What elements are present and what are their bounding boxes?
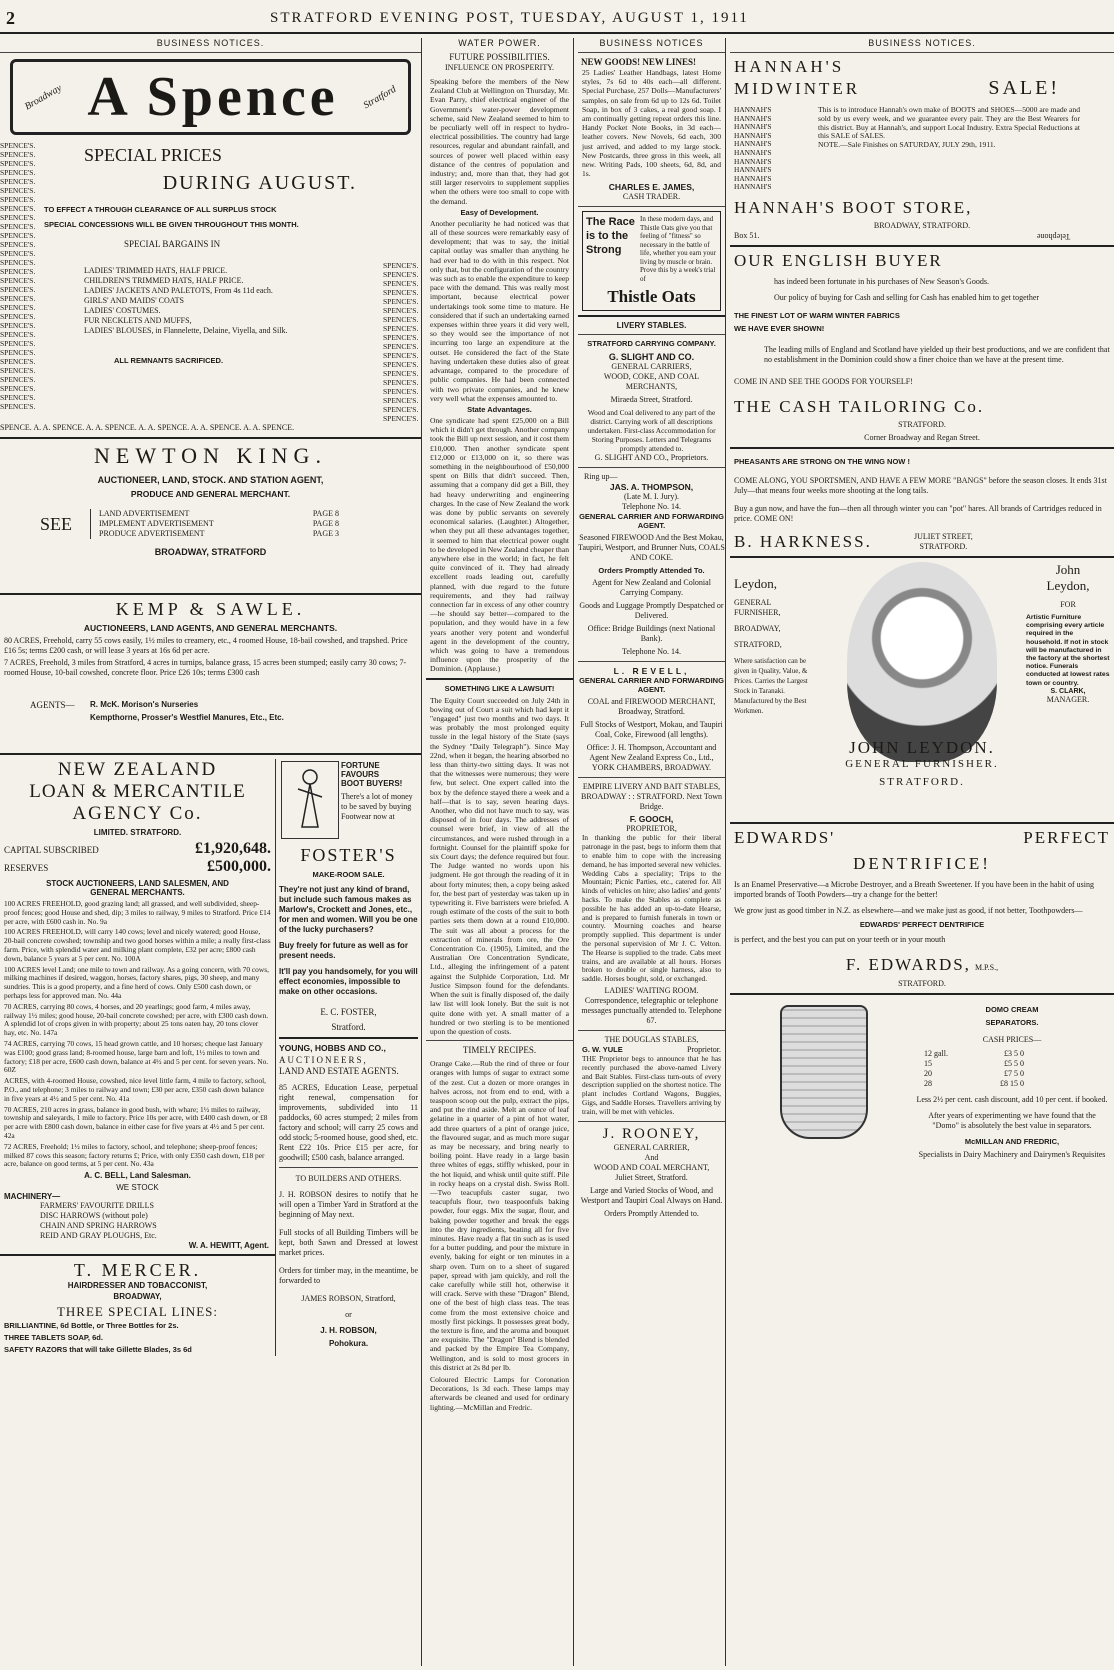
kemp-name: KEMP & SAWLE. <box>115 599 306 619</box>
domo-advert: DOMO CREAM SEPARATORS. CASH PRICES— 12 gall. £3 5 0 15 £5 5 0 20 £7 5 0 28 £8 15 0 Less 2½ per cent. cash discount, add 10 per cent. if booked. After years of experimenting we have found that the "Domo" is absolutely the best value in separators. McMILLAN AND FREDRIC, Specialists in Dairy Machinery and Dairymen's Requisites <box>730 999 1114 1160</box>
kemp-sub: AUCTIONEERS, LAND AGENTS, AND GENERAL MERCHANTS. <box>83 623 338 633</box>
leydon-portrait-icon <box>847 562 997 762</box>
newton-line-2: PRODUCE AND GENERAL MERCHANT. <box>130 489 291 499</box>
leydon-advert: Leydon, GENERAL FURNISHER, BROADWAY, STRATFORD, Where satisfaction can be given in Quality, Value, & Prices. Carries the Largest Stock in Taranaki. Manufactured by the Best Workmen. John Leydon, FOR Artistic Furniture comprising every article required in the household. If not in stock will be manufactured in the factory at the shortest notice. Funerals conducted at lowest rates town or country. S. CLARK, MANAGER. JOHN LEYDON. GENERAL FURNISHER. STRATFORD. <box>734 561 1110 788</box>
nz-ad: 100 ACRES FREEHOLD, good grazing land; all grassed, and well subdivided, sheep-proof fences; good House and shed, dip; 3 miles to railway, 9 miles to Stratford. Price £14 per acre, with £600 cash in. No. 9a <box>4 899 271 926</box>
cream-separator-icon <box>780 1005 868 1139</box>
spence-remnants: ALL REMNANTS SACRIFICED. <box>114 356 224 365</box>
page-number: 2 <box>6 8 15 28</box>
nz-ad: 74 ACRES, carrying 70 cows, 15 head grown cattle, and 10 horses; cheque last January was £100; good grass land; 8-roomed house, large barn and loft, 1½ miles to town and factory; £18 per acre, £600 cash down, balance at 4½ and 5 per cent. for seven years. No. 60Z <box>4 1038 269 1075</box>
thistle-oats-advert: The Race is to the Strong In these modern days, and Thistle Oats give you that feeling of "fitness" so necessary in the battle of life, whether you earn your living by muscle or brain. Prove this by a week's trial of Thistle Oats <box>582 211 721 311</box>
spence-headline-2: DURING AUGUST. <box>162 172 357 194</box>
mercer-advert: T. MERCER. HAIRDRESSER AND TOBACCONIST, BROADWAY, THREE SPECIAL LINES: BRILLIANTINE, 6d Bottle, or Three Bottles for 2s. THREE TABLETS SOAP, 6d. SAFETY RAZORS that will take Gillette Blades, 3s 6d <box>4 1260 219 1355</box>
newton-king-advert: NEWTON KING. AUCTIONEER, LAND, STOCK. AND STATION AGENT, PRODUCE AND GENERAL MERCHANT. SEE LAND ADVERTISEMENT PAGE 8 IMPLEMENT ADVERTISEMENT PAGE 8 PRODUCE ADVERTISEMENT PAGE 3 BROADWAY, STRATFORD <box>0 443 421 589</box>
column-1 <box>0 38 422 1666</box>
column-4: BUSINESS NOTICES. HANNAH'S MIDWINTER SALE! HANNAH'S HANNAH'S HANNAH'S HANNAH'S HANNAH'S HANNAH'S HANNAH'S HANNAH'S HANNAH'S HANNAH'S This is to introduce Hannah's own make of BOOTS and SHOES—5000 are made and sold by us every week, and we guarantee every pair. They are the Best Wearers for this district. Buy at Hannah's, and support Local Industry. Extra Special Reductions at this SALE of SALES. NOTE.—Sale Finishes on SATURDAY, JULY 29th, 1911. HANNAH'S BOOT STORE, BROADWAY, STRATFORD. Box 51. Telephone OUR ENGLISH BUYER has indeed been fortunate in his purchases of New Season's Goods. Our policy of buying for Cash and selling for Cash has enabled him to get together THE FINEST LOT OF WARM WINTER FABRICS WE HAVE EVER SHOWN! The leading mills of England and Scotland have yielded up their best productions, and we are confident that no establishment in the Dominion could show a finer choice than we have at the present time. COME IN AND SEE THE GOODS FOR YOURSELF! THE CASH TAILORING Co. STRATFORD. Corner Broadway and Regan Street. PHEASANTS ARE STRONG ON THE WING NOW ! COME ALONG, YOU SPORTSMEN, AND HAVE A FEW MORE "BANGS" before the season closes. It ends 31st July—that means four weeks more shooting at the long tails. Buy a gun now, and have the fun—then all through winter you can "pot" hares. All brands of Cartridges reduced in price. COME ON! B. HARKNESS. JULIET STREET, STRATFORD. Leydon, GENERAL FURNISHER, BROADWAY, STRATFORD, Where satisfaction can be given in Quality, Value, & Prices. Carries the Largest Stock in Taranaki. Manufactured by the Best Workmen. John Leydon, FOR Artistic Furniture comprising every article required in the household. If not in stock will be manufactured in the factory at the shortest notice. Funerals conducted at lowest rates town or country. S. CLARK, MANAGER. JOHN LEYDON. GENERAL FURNISHER. STRATFORD. EDWARDS' PERFECT DENTRIFICE! Is an Enamel Preservative—a Microbe Destroyer, and a Breath Sweetener. If you have been in the habit of using imported brands of Tooth Powders—try a change for the better! We grow just as good timber in N.Z. as elsewhere—and we make just as good, if not better, Toothpowders— EDWARDS' PERFECT DENTRIFICE is perfect, and the best you can put on your teeth or in your mouth F. EDWARDS, M.P.S., STRATFORD. DOMO CREAM SEPARATORS. CASH PRICES— 12 gall. £3 5 0 15 £5 5 0 20 £7 5 0 28 £8 15 0 Less 2½ per cent. cash discount, add 10 per cent. if booked. After years of experimenting we have found that the "Domo" is absolutely the best value in separators. McMILLAN AND FREDRIC, Specialists in Dairy Machinery and Dairymen's Requisites <box>730 38 1114 1666</box>
newton-address: BROADWAY, STRATFORD <box>154 547 267 557</box>
kemp-ad-2: 7 ACRES, Freehold, 3 miles from Stratford, 4 acres in turnips, balance grass, 15 acres been stumped; easily carry 30 cows; 7-roomed House, 10-bail cowshed, concrete floor. Price £26 10s; terms £300 cash <box>4 658 407 677</box>
nz-ad: ACRES, with 4-roomed House, cowshed, nice level little farm, 4 mile to factory, school, P.O., and telephone; 3 miles to railway and town; £30 per acre, £350 cash down balance in five years at 4½ and 5 per cent. No. 41a <box>4 1076 267 1103</box>
spence-footer: SPENCE. A. A. SPENCE. A. A. SPENCE. A. A. SPENCE. A. A. SPENCE. A. A. SPENCE. <box>0 423 295 432</box>
spence-line-1: TO EFFECT A THROUGH CLEARANCE OF ALL SURPLUS STOCK <box>44 205 277 214</box>
kemp-sawle-advert: KEMP & SAWLE. AUCTIONEERS, LAND AGENTS, AND GENERAL MERCHANTS. 80 ACRES, Freehold, carry 55 cows easily, 1½ miles to creamery, etc., 4 roomed House, 18-bail cowshed, and trapshed. Price £16 5s; terms £200 cash, or will lease 3 years at 16s 6d per acre. 7 ACRES, Freehold, 3 miles from Stratford, 4 acres in turnips, balance grass, 15 acres been stumped; easily carry 30 cows; 7-roomed House, 10-bail cowshed, concrete floor. Price £26 10s; terms £300 cash AGENTS— R. McK. Morison's Nurseries Kempthorne, Prosser's Westfiel Manures, Etc., Etc. <box>0 599 421 749</box>
spence-side-right: SPENCE'S. SPENCE'S. SPENCE'S. SPENCE'S. SPENCE'S. SPENCE'S. SPENCE'S. SPENCE'S. SPENCE'S. SPENCE'S. SPENCE'S. SPENCE'S. SPENCE'S. SPENCE'S. SPENCE'S. SPENCE'S. SPENCE'S. SPENCE'S. <box>383 261 419 423</box>
nz-ad: 100 ACRES level Land; one mile to town and railway. As a going concern, with 70 cows, milking machines if desired, waggon, horses, factory shares, pigs, 30 sheep, and many sundries. This is a good property, and a fine herd of cows. Only £500 cash down, or perhaps less for approved man. No. 44a <box>4 964 269 1000</box>
logo-right-label: Stratford <box>361 83 399 111</box>
edwards-advert: EDWARDS' PERFECT DENTRIFICE! Is an Enamel Preservative—a Microbe Destroyer, and a Breath Sweetener. If you have been in the habit of using imported brands of Tooth Powders—try a change for the better! We grow just as good timber in N.Z. as elsewhere—and we make just as good, if not better, Toothpowders— EDWARDS' PERFECT DENTRIFICE is perfect, and the best you can put on your teeth or in your mouth F. EDWARDS, M.P.S., STRATFORD. <box>734 827 1110 988</box>
nz-ad: 100 ACRES FREEHOLD, will carry 140 cows; level and nicely watered; good House, 20-bail concrete cowshed; township and two good horses within a mile; a really first-class farm. Price, with splendid water and milking plant complete, £32 per acre; £800 cash down, balance 5 years at 5 per cent. No. 100A <box>4 927 271 963</box>
newton-name: NEWTON KING. <box>94 443 327 468</box>
section-header: BUSINESS NOTICES. <box>156 38 265 48</box>
newton-see: SEE <box>40 513 73 534</box>
spence-bargains: SPECIAL BARGAINS IN <box>124 239 221 249</box>
kemp-ad-1: 80 ACRES, Freehold, carry 55 cows easily, 1½ miles to creamery, etc., 4 roomed House, 18-bail cowshed, and trapshed. Price £16 5s; terms £200 cash, or will lease 3 years at 16s 6d per acre. <box>4 636 408 655</box>
spence-logo <box>10 59 411 135</box>
harkness-advert: PHEASANTS ARE STRONG ON THE WING NOW ! COME ALONG, YOU SPORTSMEN, AND HAVE A FEW MORE "BANGS" before the season closes. It ends 31st July—that means four weeks more shooting at the long tails. Buy a gun now, and have the fun—then all through winter you can "pot" hares. All brands of Cartridges reduced in price. COME ON! B. HARKNESS. JULIET STREET, STRATFORD. <box>734 456 1107 551</box>
spence-items: LADIES' TRIMMED HATS, HALF PRICE. CHILDREN'S TRIMMED HATS, HALF PRICE. LADIES' JACKETS AND PALETOTS, From 4s 11d each. GIRLS' AND MAIDS' COATS LADIES' COSTUMES. FUR NECKLETS AND MUFFS, LADIES' BLOUSES, in Flannelette, Delaine, Viyella, and Silk. <box>84 266 288 335</box>
hannah-advert: HANNAH'S MIDWINTER SALE! HANNAH'S HANNAH'S HANNAH'S HANNAH'S HANNAH'S HANNAH'S HANNAH'S HANNAH'S HANNAH'S HANNAH'S This is to introduce Hannah's own make of BOOTS and SHOES—5000 are made and sold by us every week, and we guarantee every pair. They are the Best Wearers for this district. Buy at Hannah's, and support Local Industry. Extra Special Reductions at this SALE of SALES. NOTE.—Sale Finishes on SATURDAY, JULY 29th, 1911. HANNAH'S BOOT STORE, BROADWAY, STRATFORD. Box 51. Telephone <box>734 57 1080 241</box>
nz-ad: 70 ACRES, carrying 80 cows, 4 horses, and 20 yearlings; good farm, 4 miles away, railway 1½ miles; good house, 20-bail concrete cowshed; per acre, with £300 cash down. A splendid lot of crops given in with property; about 25 tons oaten hay, 20 tons clover hay, etc. No. 147a <box>4 1001 269 1038</box>
masthead <box>0 0 1114 34</box>
foster-name: FOSTER'S <box>300 845 397 865</box>
newspaper-title: STRATFORD EVENING POST, TUESDAY, AUGUST 1, 1911 <box>270 10 749 26</box>
nz-loan-advert: NEW ZEALAND LOAN & MERCANTILE AGENCY Co. LIMITED. STRATFORD. CAPITAL SUBSCRIBED £1,920,648. RESERVES £500,000. STOCK AUCTIONEERS, LAND SALESMEN, AND GENERAL MERCHANTS. 100 ACRES FREEHOLD, good grazing land; all grassed, and well subdivided, sheep-proof fences; good House and shed, dip; 3 miles to railway, 9 miles to Stratford. Price £14 per acre, with £600 cash in. No. 9a 100 ACRES FREEHOLD, will carry 140 cows; level and nicely watered; good House, 20-bail concrete cowshed; township and two good horses within a mile; a really first-class farm. Price, with splendid water and milking plant complete, £32 per acre; £800 cash down, balance 5 years at 5 per cent. No. 100A 100 ACRES level Land; one mile to town and railway. As a going concern, with 70 cows, milking machines if desired, waggon, horses, factory shares, pigs, 30 sheep, and many sundries. This is a good property, and a fine herd of cows. Only £500 cash down, or perhaps less for approved man. No. 44a 70 ACRES, carrying 80 cows, 4 horses, and 20 yearlings; good farm, 4 miles away, railway 1½ miles; good house, 20-bail concrete cowshed; per acre, with £300 cash down. A splendid lot of crops given in with property; about 25 tons oaten hay, 20 tons clover hay, etc. No. 147a 74 ACRES, carrying 70 cows, 15 head grown cattle, and 10 horses; cheque last January was £100; good grass land; 8-roomed house, large barn and loft, 1½ miles to town and factory; £18 per acre, £600 cash down, balance at 4½ and 5 per cent. for seven years. No. 60Z ACRES, with 4-roomed House, cowshed, nice level little farm, 4 mile to factory, school, P.O., and telephone; 3 miles to railway and town; £30 per acre, £350 cash down balance in five years at 4½ and 5 per cent. No. 41a 70 ACRES, 210 acres in grass, balance in good bush, with whare; 1½ miles to railway, township and saleyards, 1 mile to factory. Price 10s per acre, with £400 cash down, or £8 per acre with £800 cash down, balance in either case for five years at 4½ and 5 per cent. 42a 72 ACRES, Freehold; 1½ miles to factory, school, and telephone; sheep-proof fences; milked 87 cows this season; factory returns £; Price, with only £350 cash down, £18 per acre, balance on good terms, at 5 per cent. No. 43a A. C. BELL, Land Salesman. WE STOCK MACHINERY— FARMERS' FAVOURITE DRILLS DISC HARROWS (without pole) CHAIN AND SPRING HARROWS REID AND GRAY PLOUGHS, Etc. W. A. HEWITT, Agent. <box>4 759 271 1251</box>
newton-line-1: AUCTIONEER, LAND, STOCK. AND STATION AGENT, <box>97 475 324 485</box>
spence-advert <box>0 59 421 433</box>
nz-ad: 70 ACRES, 210 acres in grass, balance in good bush, with whare; 1½ miles to railway, township and saleyards, 1 mile to factory. Price 10s per acre, with £400 cash down, or £8 per acre with £800 cash down, balance in either case for five years at 4½ and 5 per cent. 42a <box>4 1104 268 1140</box>
column-3: BUSINESS NOTICES NEW GOODS! NEW LINES! 25 Ladies' Leather Handbags, latest Home styles, 7s 6d to 40s each—all different. Special Purchase, 257 Dolls—Manufacturers' samples, on sale from 6d up to 12s 6d. Toilet Soap, in box of 3 cakes, a real good soap. I am continually getting repeat orders this line. Handy Pocket Note Books, in 3d each—leather covers. New Novels, 6d each, 300 just arrived, and added to my large stock. New Postcards, three gross in this week, all new. Writing Pads, 100 sheets, 6d, 8d, and 1s. CHARLES E. JAMES, CASH TRADER. The Race is to the Strong In these modern days, and Thistle Oats give you that feeling of "fitness" so necessary in the battle of life, whether you earn your living by muscle or brain. Prove this by a week's trial of Thistle Oats LIVERY STABLES. STRATFORD CARRYING COMPANY. G. SLIGHT AND CO. GENERAL CARRIERS, WOOD, COKE, AND COAL MERCHANTS, Miraeda Street, Stratford. Wood and Coal delivered to any part of the district. Carrying work of all descriptions undertaken. First-class Accommodation for Storing Purposes. Letters and Telegrams promptly attended to. G. SLIGHT AND CO., Proprietors. Ring up— JAS. A. THOMPSON, (Late M. I. Jury). Telephone No. 14. GENERAL CARRIER AND FORWARDING AGENT. Seasoned FIREWOOD And the Best Mokau, Taupiri, Westport, and Brunner Nuts, COALS AND COKE. Orders Promptly Attended To. Agent for New Zealand and Colonial Carrying Company. Goods and Luggage Promptly Despatched or Delivered. Office: Bridge Buildings (next National Bank). Telephone No. 14. L. REVELL, GENERAL CARRIER AND FORWARDING AGENT. COAL and FIREWOOD MERCHANT, Broadway, Stratford. Full Stocks of Westport, Mokau, and Taupiri Coal, Coke, Firewood (all lengths). Office: J. H. Thompson, Accountant and Agent New Zealand Express Co., Ltd., YORK CHAMBERS, BROADWAY. EMPIRE LIVERY AND BAIT STABLES, BROADWAY : : STRATFORD. Next Town Bridge. F. GOOCH, PROPRIETOR, In thanking the public for their liberal patronage in the past, begs to inform them that to enable him to cope with the increasing demand, he has imported several new vehicles. Wedding Cabs a speciality; Trips to the Mountain; Picnic Parties, etc., catered for. All kinds of vehicles on hire; also ladies' and gents' hacks. To make the Stables as complete as possible he has added an up-to-date Hearse, and is prepared to furnish funerals in town or country. Mourning coaches and hearse promptly supplied. This department is under the personal supervision of Mr J. C. Velton. The Hearse is supplied to the trade. Cabs meet trains, and are available at all hours. Horses broken to double or single harness, also to saddle. Horses bought, sold, or exchanged. LADIES' WAITING ROOM. Correspondence, telegraphic or telephone messages punctually attended to. Telephone 67. THE DOUGLAS STABLES, G. W. YULE Proprietor. THE Proprietor begs to announce that he has recently purchased the above-named Livery and Bait Stables. First-class turn-outs of every description supplied on the shortest notice. The plant includes Cortland Wagons, Buggies, Gigs, and Saddle Horses. Travellers arriving by train, will be met with vehicles. J. ROONEY, GENERAL CARRIER, And WOOD AND COAL MERCHANT, Juliet Street, Stratford. Large and Varied Stocks of Wood, and Westport and Taupiri Coal Always on Hand. Orders Promptly Attended to. <box>578 38 726 1666</box>
logo-left-label: Broadway <box>22 82 64 112</box>
young-hobbs-advert: YOUNG, HOBBS AND CO., AUCTIONEERS, LAND AND ESTATE AGENTS. 85 ACRES, Education Lease, perpetual right renewal, compensation for improvements, subdivided into 11 paddocks, 60 acres stumped; 2 miles from factory and school; will carry 25 cows and odd stock; 5-roomed house, good shed, etc. Rent £22 10s. Price £15 per acre, for goodwill; £500 cash, balance arranged. TO BUILDERS AND OTHERS. J. H. ROBSON desires to notify that he will open a Timber Yard in Stratford at the beginning of May next. Full stocks of all Building Timbers will be kept, both Sawn and Dressed at lowest market prices. Orders for timber may, in the meantime, be forwarded to JAMES ROBSON, Stratford, or J. H. ROBSON, Pohokura. <box>279 1043 418 1348</box>
fortune-figure-icon <box>281 761 339 839</box>
spence-side-left: SPENCE'S. SPENCE'S. SPENCE'S. SPENCE'S. SPENCE'S. SPENCE'S. SPENCE'S. SPENCE'S. SPENCE'S. SPENCE'S. SPENCE'S. SPENCE'S. SPENCE'S. SPENCE'S. SPENCE'S. SPENCE'S. SPENCE'S. SPENCE'S. SPENCE'S. SPENCE'S. SPENCE'S. SPENCE'S. SPENCE'S. SPENCE'S. SPENCE'S. SPENCE'S. SPENCE'S. SPENCE'S. SPENCE'S. SPENCE'S. <box>0 141 36 411</box>
nz-ad: 72 ACRES, Freehold; 1½ miles to factory, school, and telephone; sheep-proof fences; milked 87 cows this season; factory returns £; Price, with only £350 cash down, £18 per acre, balance on good terms, at 5 per cent. No. 43a <box>4 1141 265 1169</box>
logo-wordmark: A Spence <box>87 66 339 128</box>
article-title: WATER POWER. <box>458 38 541 48</box>
spence-headline-1: SPECIAL PRICES <box>84 145 222 165</box>
english-buyer-advert: OUR ENGLISH BUYER has indeed been fortunate in his purchases of New Season's Goods. Our policy of buying for Cash and selling for Cash has enabled him to get together THE FINEST LOT OF WARM WINTER FABRICS WE HAVE EVER SHOWN! The leading mills of England and Scotland have yielded up their best productions, and we are confident that no establishment in the Dominion could show a finer choice than we have at the present time. COME IN AND SEE THE GOODS FOR YOURSELF! THE CASH TAILORING Co. STRATFORD. Corner Broadway and Regan Street. <box>734 250 1110 442</box>
foster-advert: FORTUNE FAVOURS BOOT BUYERS! There's a lot of money to be saved by buying Footwear now at FOSTER'S MAKE-ROOM SALE. They're not just any kind of brand, but include such famous makes as Marlow's, Crockett and Jones, etc., for men and women. Will you be one of the lucky purchasers? Buy freely for future as well as for present needs. It'll pay you handsomely, for you will effect economies, impossible to make on other occasions. E. C. FOSTER, Stratford. <box>279 761 418 1032</box>
spence-line-2: SPECIAL CONCESSIONS WILL BE GIVEN THROUGHOUT THIS MONTH. <box>44 220 299 229</box>
column-2: WATER POWER. FUTURE POSSIBILITIES. INFLUENCE ON PROSPERITY. Speaking before the members of the New Zealand Club at Wellington on Thursday, Mr. Evan Parry, chief electrical engineer of the Government's water-power development scheme, said New Zealand seemed to him to be peculiarly well off in respect to hydro-electrical possibilities. The country had large resources, regular and abundant rainfall, and sources of power well placed within easy distance of the centres of population and industry; and, more than that, they had got still larger reservoirs to supplement supplies when the others were too small to cope with the demand. Easy of Development. Another peculiarity he had noticed was that all of these sources were remarkably easy of development; that was to say, the initial capital outlay was smaller than anything he had ever had to do with in this respect. Not only that, but the configuration of the country was such as to enable the expenditure to keep pace with the demand. This was really most important, because electrical power undertakings took some time to mature. He considered that if such an undertaking earned expenses within three years it did very well, so they would see the importance of not incurring too large an expenditure at the outset. He considered the fact of the State having undertaken these duties also of great advantage, compared to the procedure of public companies. He had been connected with two private companies, and he knew very well what the expenses amounted to. State Advantages. One syndicate had spent £25,000 on a Bill which it didn't get through. Another company took the Bill up next session, and it cost them £10,000. Then another syndicate spent £12,000 or £13,000 on it, so there was something in the neighbourhood of £50,000 spent on Bills that didn't succeed. Then, assuming that a company did get a Bill, they had heavy underwriting and engineering charges. In the case of New Zealand the work was done by public servants on severely economical salaries. (Laughter.) Altogether, when they put all these advantages together, it seemed to him that electrical power ought to be developed in New Zealand cheaper than anywhere else in the world; in fact, he felt quite convinced of it. They had already excellent roads leading out, carefully planned, with due regard to the future requirements, and they had railway connection far in excess of any other country—he should say better—compared to the population, and they would have in a few years another very potent and wonderful agent in the development of the country, which was going to have a tremendous influence upon the prosperity of the Dominion. (Applause.) SOMETHING LIKE A LAWSUIT! The Equity Court succeeded on July 24th in bowing out of Court a suit which had kept it "engaged" just two months and two days. It was probably the most prolonged equity tussle in the legal history of the State (says the Sydney "Daily Telegraph"). Since May 22nd, when it began, the hearing absorbed no less than thirty-two sitting days. It was not that the witnesses were numerous; they were few, but select. One expert called into the box by the defence stayed there a week and a half—that is to say, seven hearing days. Another, who did not have much to say, was disposed of in four days. The addresses of counsel were brief, in view of all the circumstances, and were rushed through in a fortnight. Counsel for the plaintiff spoke for six Court days; the defence required but four. The Judge wanted no words upon his judgment. He got through the reading of it in about forty minutes; then, a copy being asked for, the best part of yesterday was taken up in typewriting it. Five barristers were briefed. A rough estimate of the costs of the suit to both parties sets them down at a round £10,000. The suit was all about a process for the extraction of minerals from ore, the Ore Concentration Co. (1905), Limited, and the Australian Ore Concentration Syndicate, Ltd., alleging the infringement of a patent against the Sulphide Corporation, Ltd. Mr Justice Simpson found for the defendants. When the suit is finally disposed of, the daily law list will look lonely. But the suit is not quite done with yet. A small matter of a hundred or two sterling is to be mentioned upon the question of costs. TIMELY RECIPES. Orange Cake.—Rub the rind of three or four oranges with lumps of sugar to extract some of the zest. Cut a dozen or more oranges in halves across, not from end to end, with a teaspoon scoop out the pulp, extract the pips, and put the rind aside. Melt an ounce of leaf gelatine in a quarter of a pint of hot water, add three quarters of a pint of orange juice, the flavoured sugar, and as much more sugar as may be necessary, and bring nearly to boiling point. Have ready in a large basin three whites of eggs, stiffly whisked, pour in the hot liquid, and whisk until quite stiff. Pile in rocky heaps on a crystal dish. Swiss Roll.—Two teacupfuls caster sugar, two teacupfuls flour, two teaspoonfuls baking powder, four eggs. Mix the sugar, flour, and baking powder together and break the eggs into the dry ingredients, beating all for five minutes. Have ready a flat tin such as is used for a butter pudding, and pour the mixture in evenly, baking for eight or ten minutes in a sharp oven. Turn on to a sheet of sugared paper, spread with jam quickly, and roll the cake carefully while still hot, otherwise it will crack. Serve with these "Dragon" Blend, one of the best of high class teas. The teas come from the most extensive choice and mostly first pickings. It possesses great body, the texture is fine, and the aroma and bouquet are exquisite. The "Dragon" Blend is blended and packed by the Empire Tea Company, Wellington, and is sold to most grocers in this district at 2s 8d per lb. Coloured Electric Lamps for Coronation Decorations, 1s 3d each. These lamps may afterwards be cleaned and used for ordinary lighting.—McMillan and Fredric. <box>426 38 574 1666</box>
